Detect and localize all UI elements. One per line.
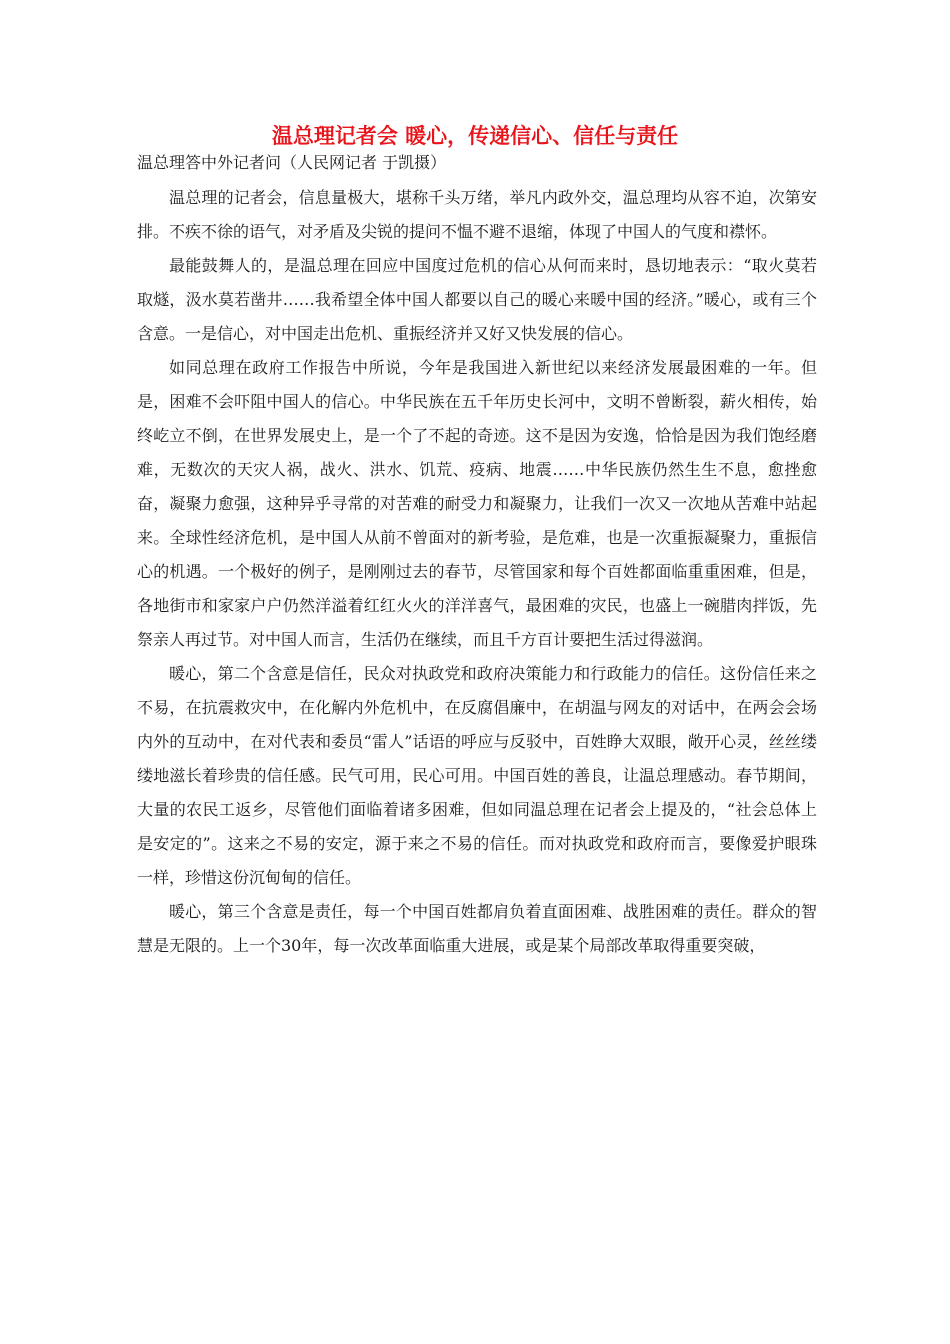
paragraph: 暖心，第三个含意是责任，每一个中国百姓都肩负着直面困难、战胜困难的责任。群众的智慧是无限的。上一个30年，每一次改革面临重大进展，或是某个局部改革取得重要突破， [137, 902, 817, 955]
article-body [137, 181, 817, 963]
paragraph: 最能鼓舞人的，是温总理在回应中国度过危机的信心从何而来时，恳切地表示：“取火莫若取燧，汲水莫若凿井……我希望全体中国人都要以自己的暖心来暖中国的经济。”暖心，或有三个含意。一是信心，对中国走出危机、重振经济并又好又快发展的信心。 [137, 256, 817, 343]
article-title: 温总理记者会 暖心，传递信心、信任与责任 [271, 124, 679, 148]
paragraph: 暖心，第二个含意是信任，民众对执政党和政府决策能力和行政能力的信任。这份信任来之不易，在抗震救灾中，在化解内外危机中，在反腐倡廉中，在胡温与网友的对话中，在两会会场内外的互动中，在对代表和委员“雷人”话语的呼应与反驳中，百姓睁大双眼，敞开心灵，丝丝缕缕地滋长着珍贵的信任感。民气可用，民心可用。中国百姓的善良，让温总理感动。春节期间，大量的农民工返乡，尽管他们面临着诸多困难，但如同温总理在记者会上提及的，“社会总体上是安定的”。这来之不易的安定，源于来之不易的信任。而对执政党和政府而言，要像爱护眼珠一样，珍惜这份沉甸甸的信任。 [137, 664, 817, 887]
paragraph: 温总理的记者会，信息量极大，堪称千头万绪，举凡内政外交，温总理均从容不迫，次第安排。不疾不徐的语气，对矛盾及尖锐的提问不愠不避不退缩，体现了中国人的气度和襟怀。 [137, 188, 817, 241]
paragraph: 如同总理在政府工作报告中所说，今年是我国进入新世纪以来经济发展最困难的一年。但是，困难不会吓阻中国人的信心。中华民族在五千年历史长河中，文明不曾断裂，薪火相传，始终屹立不倒，在世界发展史上，是一个了不起的奇迹。这不是因为安逸，恰恰是因为我们饱经磨难，无数次的天灾人祸，战火、洪水、饥荒、疫病、地震……中华民族仍然生生不息，愈挫愈奋，凝聚力愈强，这种异乎寻常的对苦难的耐受力和凝聚力，让我们一次又一次地从苦难中站起来。全球性经济危机，是中国人从前不曾面对的新考验，是危难，也是一次重振凝聚力，重振信心的机遇。一个极好的例子，是刚刚过去的春节，尽管国家和每个百姓都面临重重困难，但是，各地街市和家家户户仍然洋溢着红红火火的洋洋喜气，最困难的灾民，也盛上一碗腊肉拌饭，先祭亲人再过节。对中国人而言，生活仍在继续，而且千方百计要把生活过得滋润。 [137, 358, 817, 649]
photo-caption: 温总理答中外记者问（人民网记者 于凯摄） [137, 153, 447, 172]
